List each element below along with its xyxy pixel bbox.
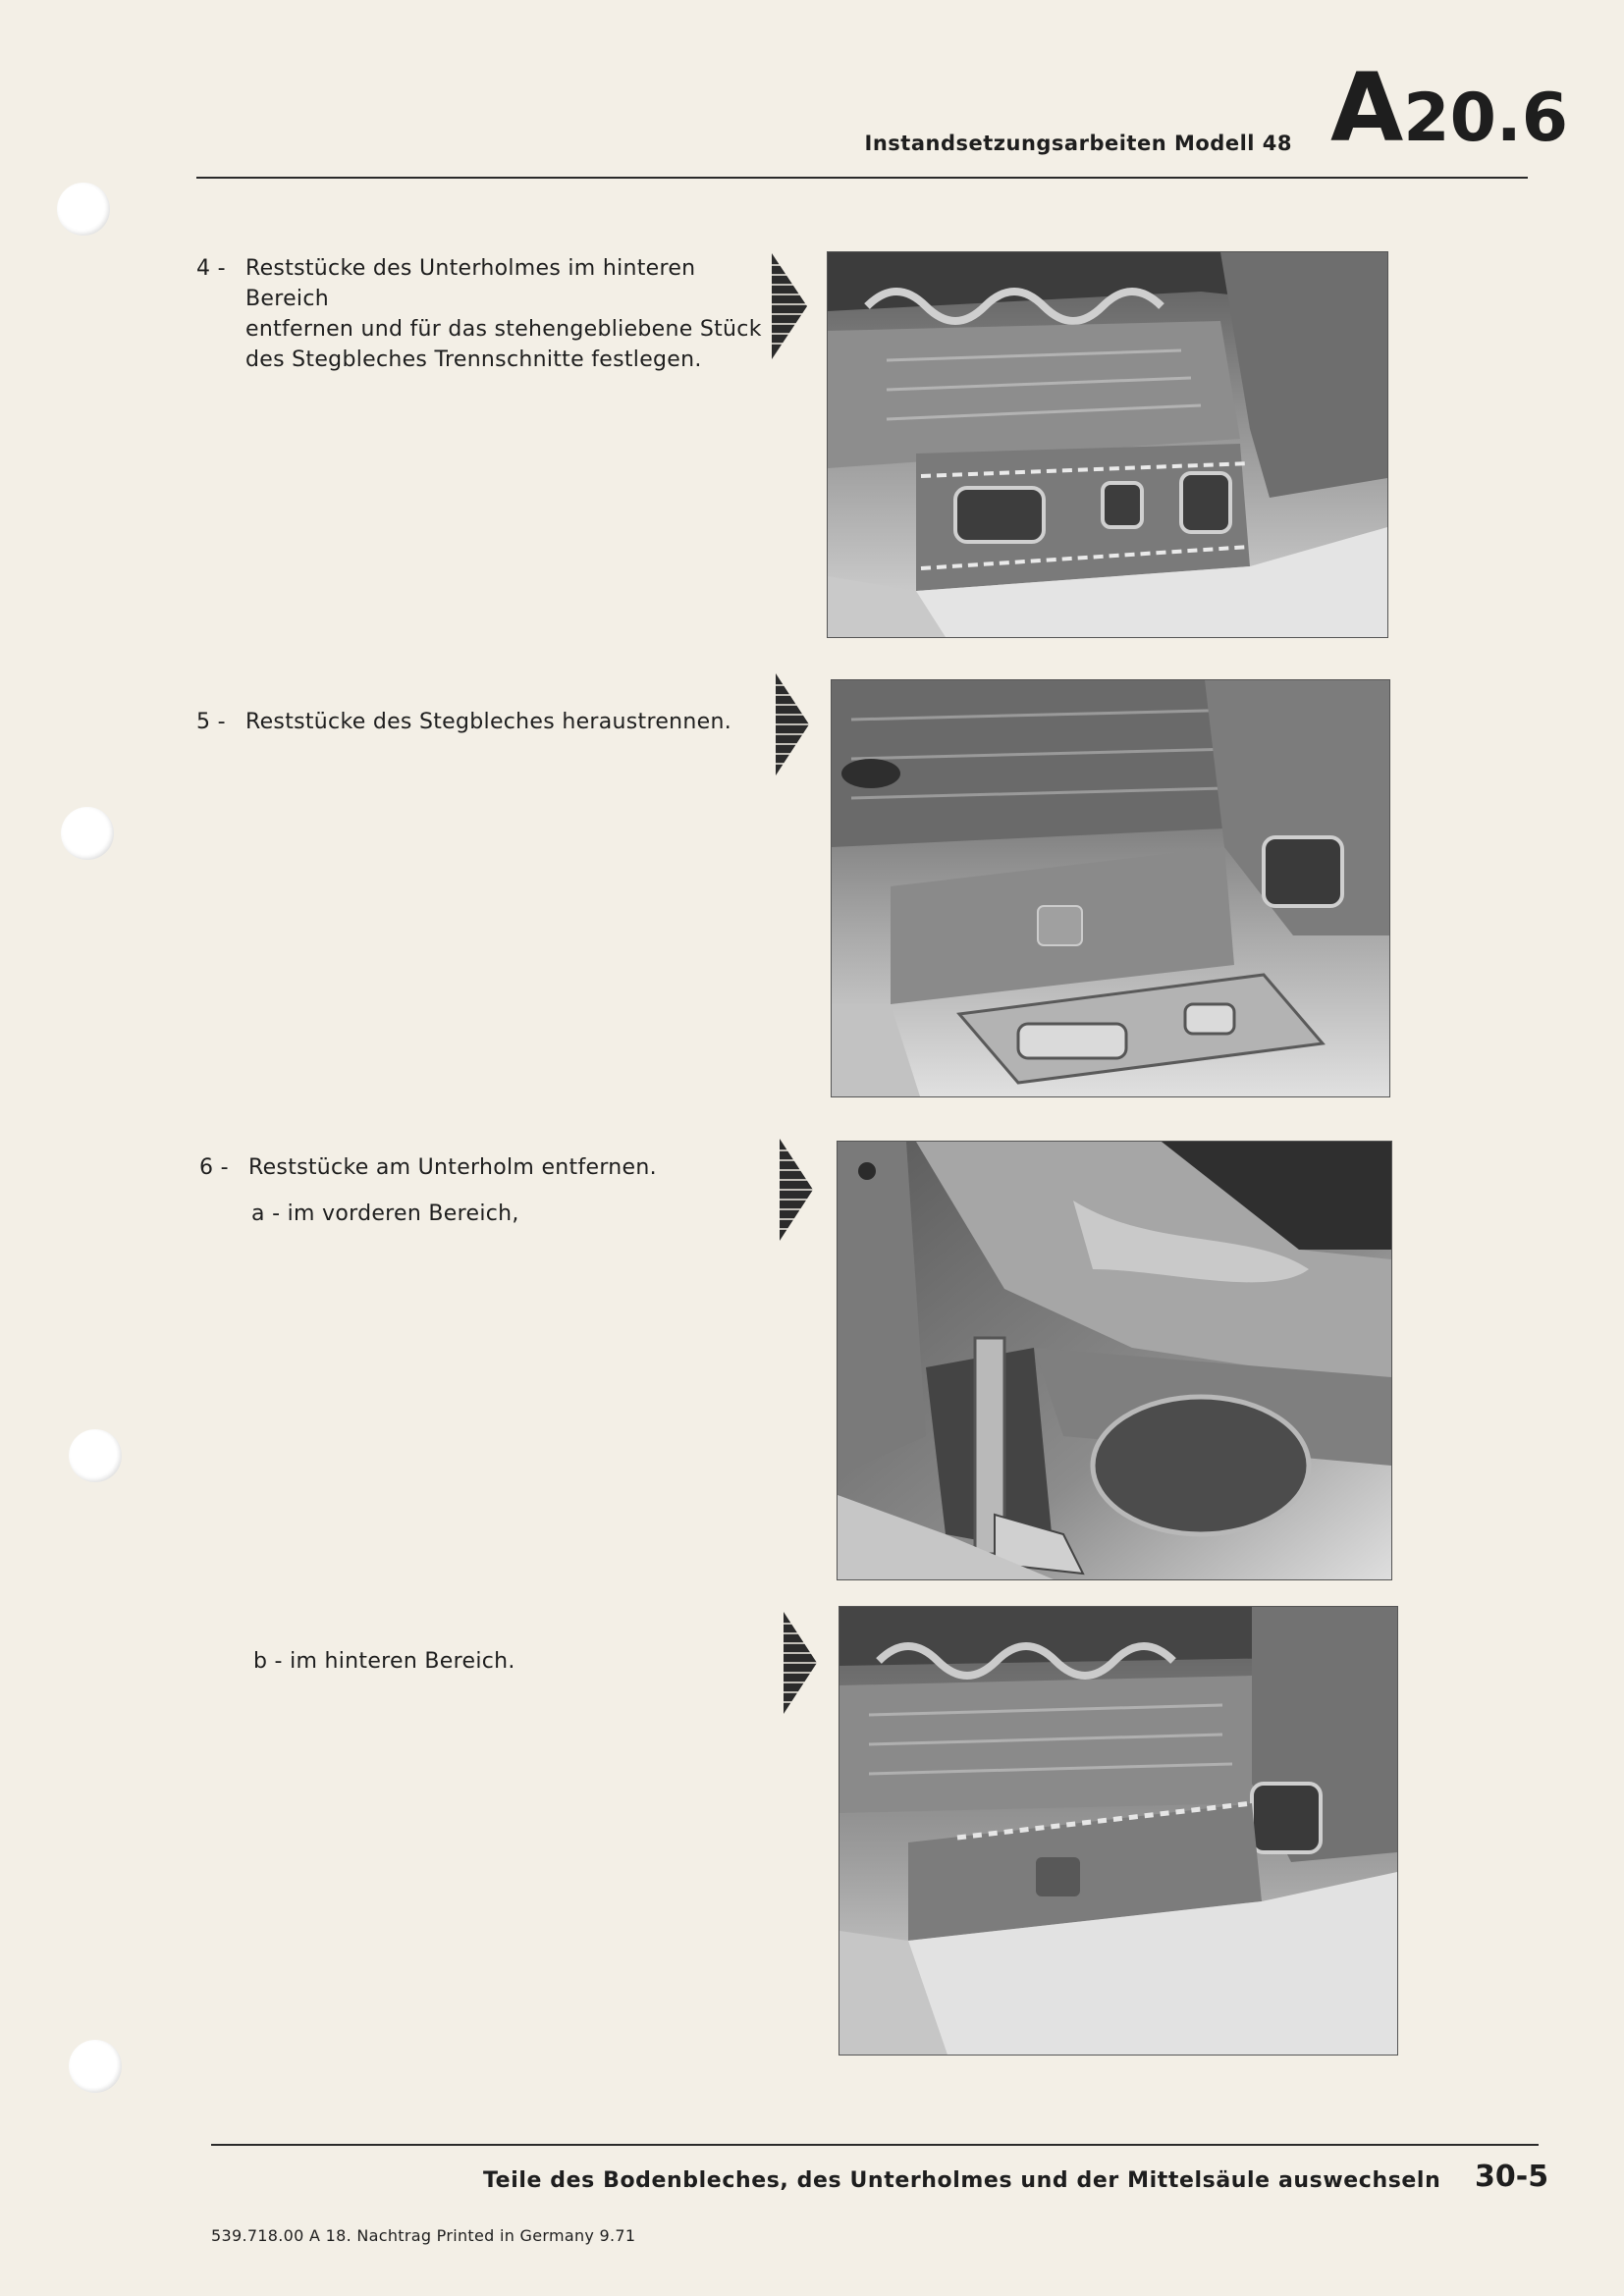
- step-text-line: Reststücke des Stegbleches heraustrennen.: [245, 710, 732, 734]
- header-rule: [196, 177, 1528, 179]
- step-6b: [253, 1646, 666, 1680]
- step-text-line: Reststücke am Unterholm entfernen.: [248, 1155, 657, 1180]
- step-text-line: Reststücke des Unterholmes im hinteren Bereich: [245, 256, 696, 311]
- step-number: 5 -: [196, 710, 226, 734]
- binder-hole-1: [57, 183, 110, 236]
- step-6a: [251, 1199, 664, 1232]
- photo-step-6b: [839, 1606, 1398, 2056]
- imprint-line: 539.718.00 A 18. Nachtrag Printed in Germany 9.71: [211, 2226, 636, 2245]
- section-code-number: 20.6: [1403, 80, 1569, 157]
- photo-step-6a: [837, 1141, 1392, 1580]
- footer-title: Teile des Bodenbleches, des Unterholmes und der Mittelsäule auswechseln: [483, 2168, 1441, 2193]
- right-pointing-triangle-icon: [772, 253, 809, 359]
- section-code: [1330, 53, 1569, 163]
- step-text-line: a - im vorderen Bereich,: [251, 1201, 519, 1226]
- binder-hole-3: [69, 1429, 122, 1482]
- page-number: 30-5: [1475, 2160, 1549, 2194]
- step-4: [196, 253, 766, 372]
- step-text-line: b - im hinteren Bereich.: [253, 1649, 515, 1674]
- photo-step-5: [831, 679, 1390, 1097]
- step-6: [199, 1152, 769, 1186]
- binder-hole-2: [61, 807, 114, 860]
- footer-rule: [211, 2144, 1539, 2146]
- right-pointing-triangle-icon: [776, 673, 811, 775]
- step-5: [196, 707, 766, 740]
- section-title: Instandsetzungsarbeiten Modell 48: [864, 132, 1292, 155]
- step-number: 6 -: [199, 1155, 229, 1180]
- step-text-line: entfernen und für das stehengebliebene Stück: [245, 317, 762, 342]
- right-pointing-triangle-icon: [780, 1139, 815, 1241]
- step-number: 4 -: [196, 256, 226, 281]
- right-pointing-triangle-icon: [784, 1612, 819, 1714]
- section-code-letter: A: [1330, 53, 1404, 163]
- photo-step-4: [827, 251, 1388, 638]
- binder-hole-4: [69, 2040, 122, 2093]
- step-text-line: des Stegbleches Trennschnitte festlegen.: [245, 347, 702, 372]
